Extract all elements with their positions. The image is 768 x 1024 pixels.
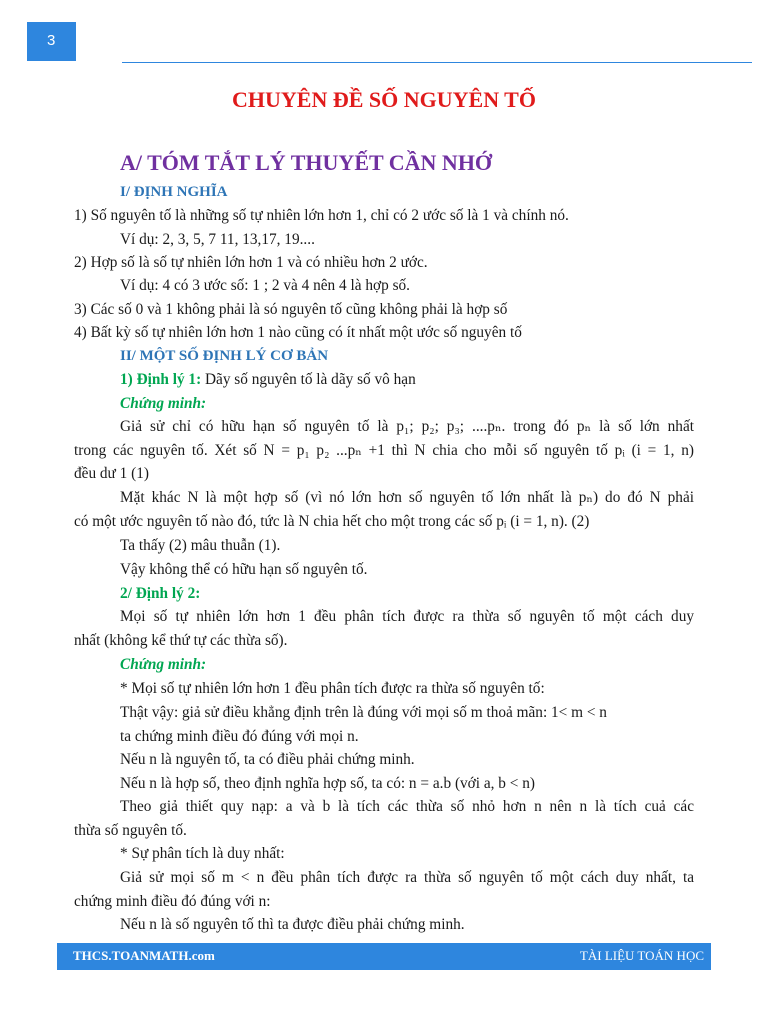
- proof-2-line-4: Nếu n là nguyên tố, ta có điều phải chứng minh.: [120, 751, 415, 768]
- proof-1-line-1: Giả sử chỉ có hữu hạn số nguyên tố là p₁; p₂; p₃; ....pₙ. trong đó pₙ là số lớn nhất: [120, 418, 694, 435]
- footer-site-link[interactable]: THCS.TOANMATH.com: [73, 948, 215, 963]
- proof-2-line-7: thừa số nguyên tố.: [74, 822, 187, 839]
- definition-heading: I/ ĐỊNH NGHĨA: [120, 184, 228, 200]
- proof-2-line-2: Thật vậy: giả sử điều khẳng định trên là đúng với mọi số m thoả mãn: 1< m < n: [120, 704, 607, 721]
- proof-1-line-7: Vậy không thể có hữu hạn số nguyên tố.: [120, 561, 368, 578]
- theorems-heading: II/ MỘT SỐ ĐỊNH LÝ CƠ BẢN: [120, 348, 329, 364]
- proof-1-line-3: đều dư 1 (1): [74, 465, 149, 482]
- definition-line-1: 1) Số nguyên tố là những số tự nhiên lớn hơn 1, chỉ có 2 ước số là 1 và chính nó.: [74, 207, 569, 224]
- footer-label: TÀI LIỆU TOÁN HỌC: [579, 948, 704, 963]
- section-a-heading: A/ TÓM TẮT LÝ THUYẾT CẦN NHỚ: [120, 150, 493, 175]
- definition-example-2: Ví dụ: 4 có 3 ước số: 1 ; 2 và 4 nên 4 là hợp số.: [120, 277, 411, 294]
- definition-example-1: Ví dụ: 2, 3, 5, 7 11, 13,17, 19....: [120, 231, 315, 248]
- header-divider: [122, 62, 752, 63]
- proof-1-line-5: có một ước nguyên tố nào đó, tức là N chia hết cho một trong các số pᵢ (i = 1, n). (2): [74, 513, 590, 530]
- theorem-2-label: 2/ Định lý 2:: [120, 585, 201, 602]
- definition-line-4: 4) Bất kỳ số tự nhiên lớn hơn 1 nào cũng có ít nhất một ước số nguyên tố: [74, 324, 522, 341]
- proof-2-line-9: Giả sử mọi số m < n đều phân tích được ra thừa số nguyên tố một cách duy nhất, ta: [120, 869, 694, 886]
- proof-2-line-10: chứng minh điều đó đúng với n:: [74, 893, 271, 910]
- proof-2-line-11: Nếu n là số nguyên tố thì ta được điều phải chứng minh.: [120, 916, 465, 933]
- definition-line-3: 3) Các số 0 và 1 không phải là só nguyên tố cũng không phải là hợp số: [74, 301, 508, 318]
- proof-1-label: Chứng minh:: [120, 395, 207, 412]
- proof-1-line-4: Mặt khác N là một hợp số (vì nó lớn hơn số nguyên tố lớn nhất là pₙ) do đó N phải: [120, 489, 694, 506]
- theorem-1-label: 1) Định lý 1:: [120, 371, 202, 388]
- theorem-1-text: Dãy số nguyên tố là dãy số vô hạn: [201, 371, 416, 388]
- proof-2-label: Chứng minh:: [120, 656, 207, 673]
- proof-1-line-2: trong các nguyên tố. Xét số N = p₁ p₂ ...pₙ +1 thì N chia cho mỗi số nguyên tố pᵢ (i = 1, n): [74, 442, 694, 459]
- document-title: CHUYÊN ĐỀ SỐ NGUYÊN TỐ: [232, 87, 536, 112]
- theorem-1: [120, 370, 416, 390]
- proof-2-line-3: ta chứng minh điều đó đúng với mọi n.: [120, 728, 359, 745]
- proof-1-line-6: Ta thấy (2) mâu thuẫn (1).: [120, 537, 281, 554]
- definition-line-2: 2) Hợp số là số tự nhiên lớn hơn 1 và có nhiều hơn 2 ước.: [74, 254, 428, 271]
- proof-2-line-6: Theo giả thiết quy nạp: a và b là tích các thừa số nhỏ hơn n nên n là tích cuả các: [120, 798, 694, 815]
- theorem-2-line-2: nhất (không kể thứ tự các thừa số).: [74, 632, 288, 649]
- proof-2-line-8: * Sự phân tích là duy nhất:: [120, 845, 285, 862]
- proof-2-line-5: Nếu n là hợp số, theo định nghĩa hợp số, ta có: n = a.b (với a, b < n): [120, 775, 535, 792]
- theorem-2-line-1: Mọi số tự nhiên lớn hơn 1 đều phân tích được ra thừa số nguyên tố một cách duy: [120, 608, 694, 625]
- page-number: 3: [47, 32, 56, 49]
- proof-2-line-1: * Mọi số tự nhiên lớn hơn 1 đều phân tích được ra thừa số nguyên tố:: [120, 680, 545, 697]
